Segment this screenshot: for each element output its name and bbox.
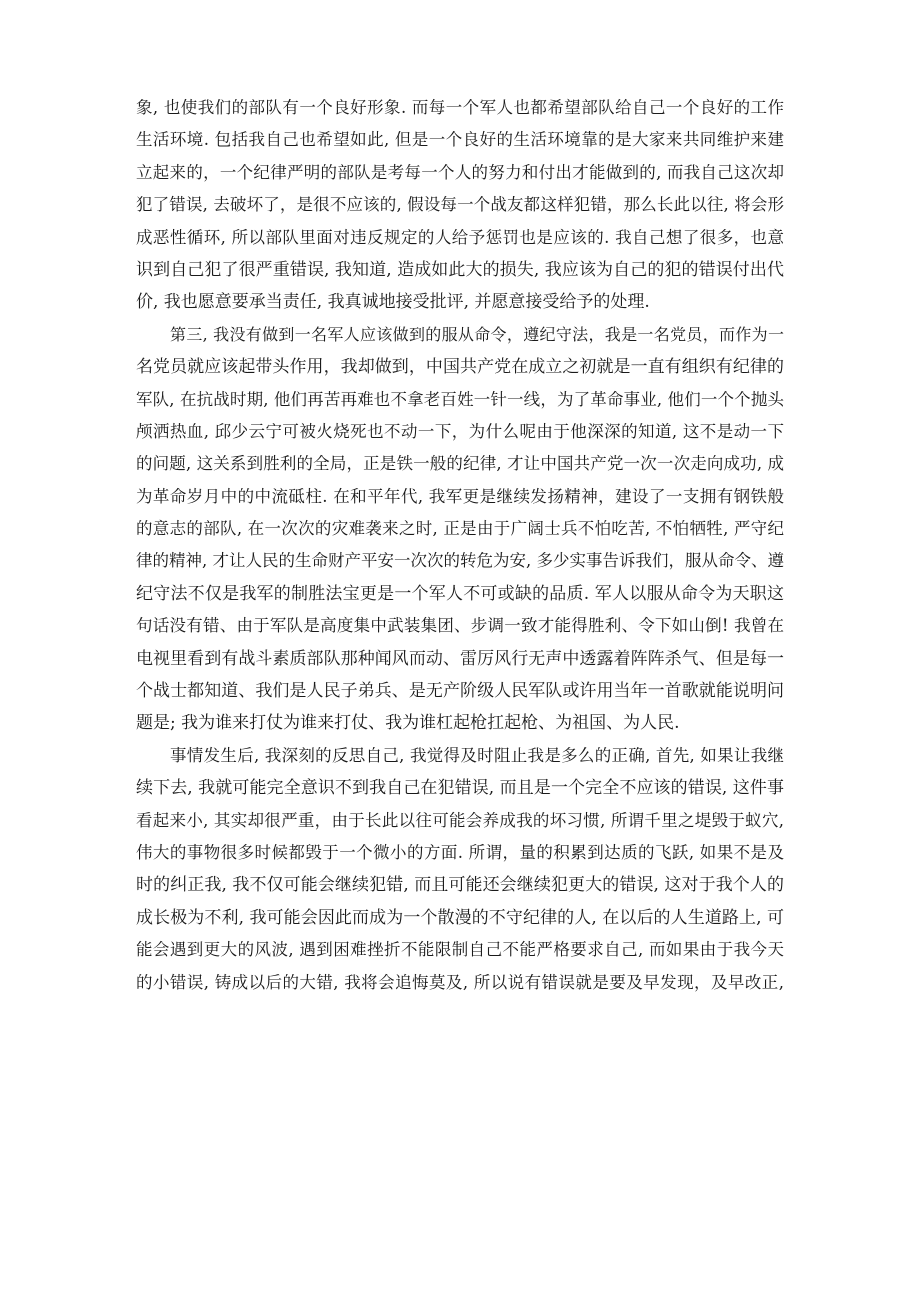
text-line: 事情发生后, 我深刻的反思自己, 我觉得及时阻止我是多么的正确, 首先, 如果让我继 — [170, 745, 784, 765]
text-line: 伟大的事物很多时候都毁于一个微小的方面. 所谓，量的积累到达质的飞跃, 如果不是及 — [136, 842, 784, 862]
document-body — [136, 92, 784, 999]
text-line: 个战士都知道、我们是人民子弟兵、是无产阶级人民军队或许用当年一首歌就能说明问 — [136, 681, 784, 702]
text-line: 能会遇到更大的风波, 遇到困难挫折不能限制自己不能严格要求自己, 而如果由于我今天 — [136, 940, 784, 960]
text-line: 看起来小, 其实却很严重，由于长此以往可能会养成我的坏习惯, 所谓千里之堤毁于蚁穴, — [136, 810, 784, 830]
text-line: 律的精神, 才让人民的生命财产平安一次次的转危为安, 多少实事告诉我们，服从命令、遵 — [136, 551, 784, 571]
text-line: 纪守法不仅是我军的制胜法宝更是一个军人不可或缺的品质. 军人以服从命令为天职这 — [136, 583, 784, 604]
text-line: 立起来的，一个纪律严明的部队是考每一个人的努力和付出才能做到的, 而我自己这次却 — [136, 162, 784, 182]
text-line: 生活环境. 包括我自己也希望如此, 但是一个良好的生活环境靠的是大家来共同维护来建 — [136, 130, 784, 150]
paragraph-3 — [136, 740, 784, 999]
text-line: 句话没有错、由于军队是高度集中武装集团、步调一致才能得胜利、令下如山倒! 我曾在 — [136, 616, 784, 636]
text-line: 题是; 我为谁来打仗为谁来打仗、我为谁杠起枪扛起枪、为祖国、为人民. — [136, 713, 680, 734]
text-line: 成长极为不利, 我可能会因此而成为一个散漫的不守纪律的人, 在以后的人生道路上, 可 — [136, 907, 784, 928]
text-line: 价, 我也愿意要承当责任, 我真诚地接受批评, 并愿意接受给予的处理. — [136, 292, 650, 313]
text-line: 识到自己犯了很严重错误, 我知道, 造成如此大的损失, 我应该为自己的犯的错误付出代 — [136, 259, 784, 280]
text-line: 续下去, 我就可能完全意识不到我自己在犯错误, 而且是一个完全不应该的错误, 这件事 — [136, 778, 784, 799]
text-line: 的小错误, 铸成以后的大错, 我将会追悔莫及, 所以说有错误就是要及早发现，及早改正, — [136, 972, 784, 992]
paragraph-1 — [136, 92, 784, 319]
paragraph-2 — [136, 319, 784, 740]
text-line: 犯了错误, 去破坏了，是很不应该的, 假设每一个战友都这样犯错，那么长此以往, 将会形 — [136, 195, 784, 215]
text-line: 颅洒热血, 邱少云宁可被火烧死也不动一下，为什么呢由于他深深的知道, 这不是动一下 — [136, 421, 784, 441]
text-line: 时的纠正我, 我不仅可能会继续犯错, 而且可能还会继续犯更大的错误, 这对于我个人的 — [136, 875, 784, 896]
text-line: 第三, 我没有做到一名军人应该做到的服从命令，遵纪守法，我是一名党员，而作为一 — [170, 324, 784, 344]
text-line: 的问题, 这关系到胜利的全局，正是铁一般的纪律, 才让中国共产党一次一次走向成功, 成 — [136, 454, 784, 474]
text-line: 军队, 在抗战时期, 他们再苦再难也不拿老百姓一针一线，为了革命事业, 他们一个个抛头 — [136, 389, 784, 409]
text-line: 成恶性循环, 所以部队里面对违反规定的人给予惩罚也是应该的. 我自己想了很多，也意 — [136, 227, 784, 247]
text-line: 名党员就应该起带头作用，我却做到，中国共产党在成立之初就是一直有组织有纪律的 — [136, 357, 784, 378]
text-line: 的意志的部队, 在一次次的灾难袭来之时, 正是由于广阔士兵不怕吃苦, 不怕牺牲, 严守纪 — [136, 519, 784, 539]
text-line: 象, 也使我们的部队有一个良好形象. 而每一个军人也都希望部队给自己一个良好的工作 — [136, 98, 784, 117]
text-line: 为革命岁月中的中流砥柱. 在和平年代, 我军更是继续发扬精神，建设了一支拥有钢铁般 — [136, 486, 784, 506]
text-line: 电视里看到有战斗素质部队那种闻风而动、雷厉风行无声中透露着阵阵杀气、但是每一 — [136, 648, 784, 669]
